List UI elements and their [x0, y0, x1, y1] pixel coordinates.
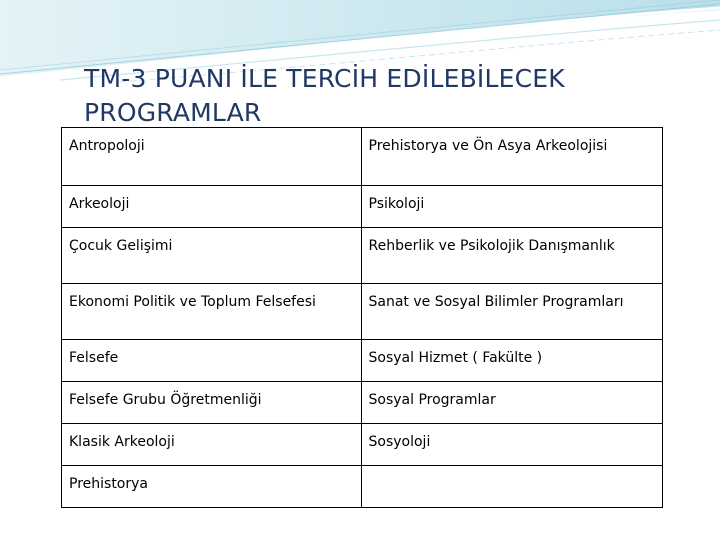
- table-row: [62, 382, 663, 424]
- program-cell: Sosyoloji: [361, 424, 663, 466]
- program-cell: Çocuk Gelişimi: [62, 228, 362, 284]
- program-cell: Psikoloji: [361, 186, 663, 228]
- table-row: [62, 466, 663, 508]
- table-row: [62, 284, 663, 340]
- table-row: [62, 340, 663, 382]
- program-cell: Sosyal Hizmet ( Fakülte ): [361, 340, 663, 382]
- table-row: [62, 186, 663, 228]
- program-cell: Klasik Arkeoloji: [62, 424, 362, 466]
- table-row: [62, 424, 663, 466]
- program-cell: Rehberlik ve Psikolojik Danışmanlık: [361, 228, 663, 284]
- program-cell: Prehistorya ve Ön Asya Arkeolojisi: [361, 128, 663, 186]
- program-cell: [361, 466, 663, 508]
- program-cell: Arkeoloji: [62, 186, 362, 228]
- slide-title: TM-3 PUANI İLE TERCİH EDİLEBİLECEK PROGRAMLAR: [84, 64, 565, 127]
- program-cell: Felsefe Grubu Öğretmenliği: [62, 382, 362, 424]
- program-cell: Ekonomi Politik ve Toplum Felsefesi: [62, 284, 362, 340]
- table-row: [62, 128, 663, 186]
- program-cell: Antropoloji: [62, 128, 362, 186]
- program-cell: Felsefe: [62, 340, 362, 382]
- program-cell: Prehistorya: [62, 466, 362, 508]
- programs-table: [61, 127, 663, 508]
- program-cell: Sanat ve Sosyal Bilimler Programları: [361, 284, 663, 340]
- table-row: [62, 228, 663, 284]
- program-cell: Sosyal Programlar: [361, 382, 663, 424]
